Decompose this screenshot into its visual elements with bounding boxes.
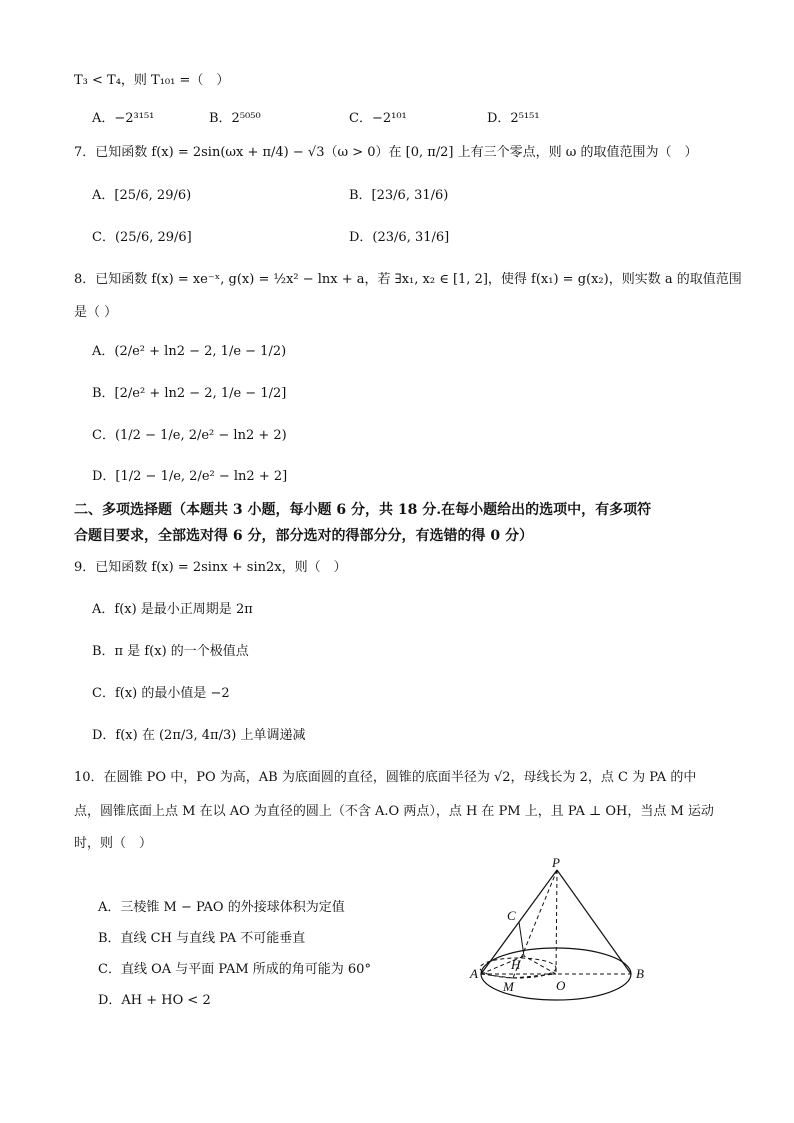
q8-option-b: B．[2/e² + ln2 − 2, 1/e − 1/2] — [92, 386, 287, 401]
q6-option-d: D．2⁵¹⁵¹ — [487, 111, 540, 126]
q6-option-a: A．−2³¹⁵¹ — [92, 111, 155, 126]
q10-option-a: A．三棱锥 M − PAO 的外接球体积为定值 — [98, 900, 345, 915]
label-p: P — [552, 856, 560, 870]
q7-option-d: D．(23/6, 31/6] — [349, 230, 450, 245]
label-c: C — [507, 908, 516, 923]
q8-option-a: A．(2/e² + ln2 − 2, 1/e − 1/2) — [92, 344, 287, 359]
q9-stem: 9．已知函数 f(x) = 2sinx + sin2x，则（ ） — [74, 560, 347, 575]
label-a: A — [470, 966, 478, 981]
label-b: B — [636, 966, 644, 981]
q9-option-c: C．f(x) 的最小值是 −2 — [92, 686, 230, 701]
q9-option-a: A．f(x) 是最小正周期是 2π — [92, 602, 253, 617]
q8-stem-line2: 是（ ） — [74, 305, 118, 320]
q10-stem-line2: 点，圆锥底面上点 M 在以 AO 为直径的圆上（不含 A.O 两点），点 H 在 PM 上，且 PA ⊥ OH，当点 M 运动 — [74, 804, 714, 819]
q7-stem: 7．已知函数 f(x) = 2sin(ωx + π/4) − √3（ω > 0）在 [0, π/2] 上有三个零点，则 ω 的取值范围为（ ） — [74, 145, 698, 160]
q7-option-c: C．(25/6, 29/6] — [92, 230, 192, 245]
q10-option-c: C．直线 OA 与平面 PAM 所成的角可能为 60° — [98, 962, 371, 977]
q10-option-b: B．直线 CH 与直线 PA 不可能垂直 — [98, 931, 306, 946]
q9-option-b: B．π 是 f(x) 的一个极值点 — [92, 644, 249, 659]
q10-option-d: D．AH + HO < 2 — [98, 993, 211, 1008]
section2-heading-line1: 二、多项选择题（本题共 3 小题，每小题 6 分，共 18 分.在每小题给出的选项中，有多项符 — [74, 502, 652, 518]
q9-option-d: D．f(x) 在 (2π/3, 4π/3) 上单调递减 — [92, 728, 306, 743]
label-h: H — [511, 957, 521, 972]
section2-heading-line2: 合题目要求，全部选对得 6 分，部分选对的得部分分，有选错的得 0 分） — [74, 528, 533, 544]
q8-option-d: D．[1/2 − 1/e, 2/e² − ln2 + 2] — [92, 469, 288, 484]
q8-option-c: C．(1/2 − 1/e, 2/e² − ln2 + 2) — [92, 428, 287, 443]
label-o: O — [556, 978, 566, 993]
q6-option-b: B．2⁵⁰⁵⁰ — [209, 111, 261, 126]
q6-option-c: C．−2¹⁰¹ — [349, 111, 407, 126]
q6-tail: T₃ < T₄，则 T₁₀₁ =（ ） — [74, 73, 230, 88]
q10-stem-line1: 10．在圆锥 PO 中，PO 为高，AB 为底面圆的直径，圆锥的底面半径为 √2，母线长为 2，点 C 为 PA 的中 — [74, 770, 697, 785]
cone-figure — [466, 856, 658, 1006]
q7-option-a: A．[25/6, 29/6) — [92, 188, 192, 203]
q7-option-b: B．[23/6, 31/6) — [349, 188, 449, 203]
label-m: M — [503, 979, 514, 994]
q8-stem-line1: 8．已知函数 f(x) = xe⁻ˣ, g(x) = ½x² − lnx + a，若 ∃x₁, x₂ ∈ [1, 2]，使得 f(x₁) = g(x₂)，则实数 a 的取值范围 — [74, 272, 742, 287]
q10-stem-line3: 时，则（ ） — [74, 836, 153, 851]
